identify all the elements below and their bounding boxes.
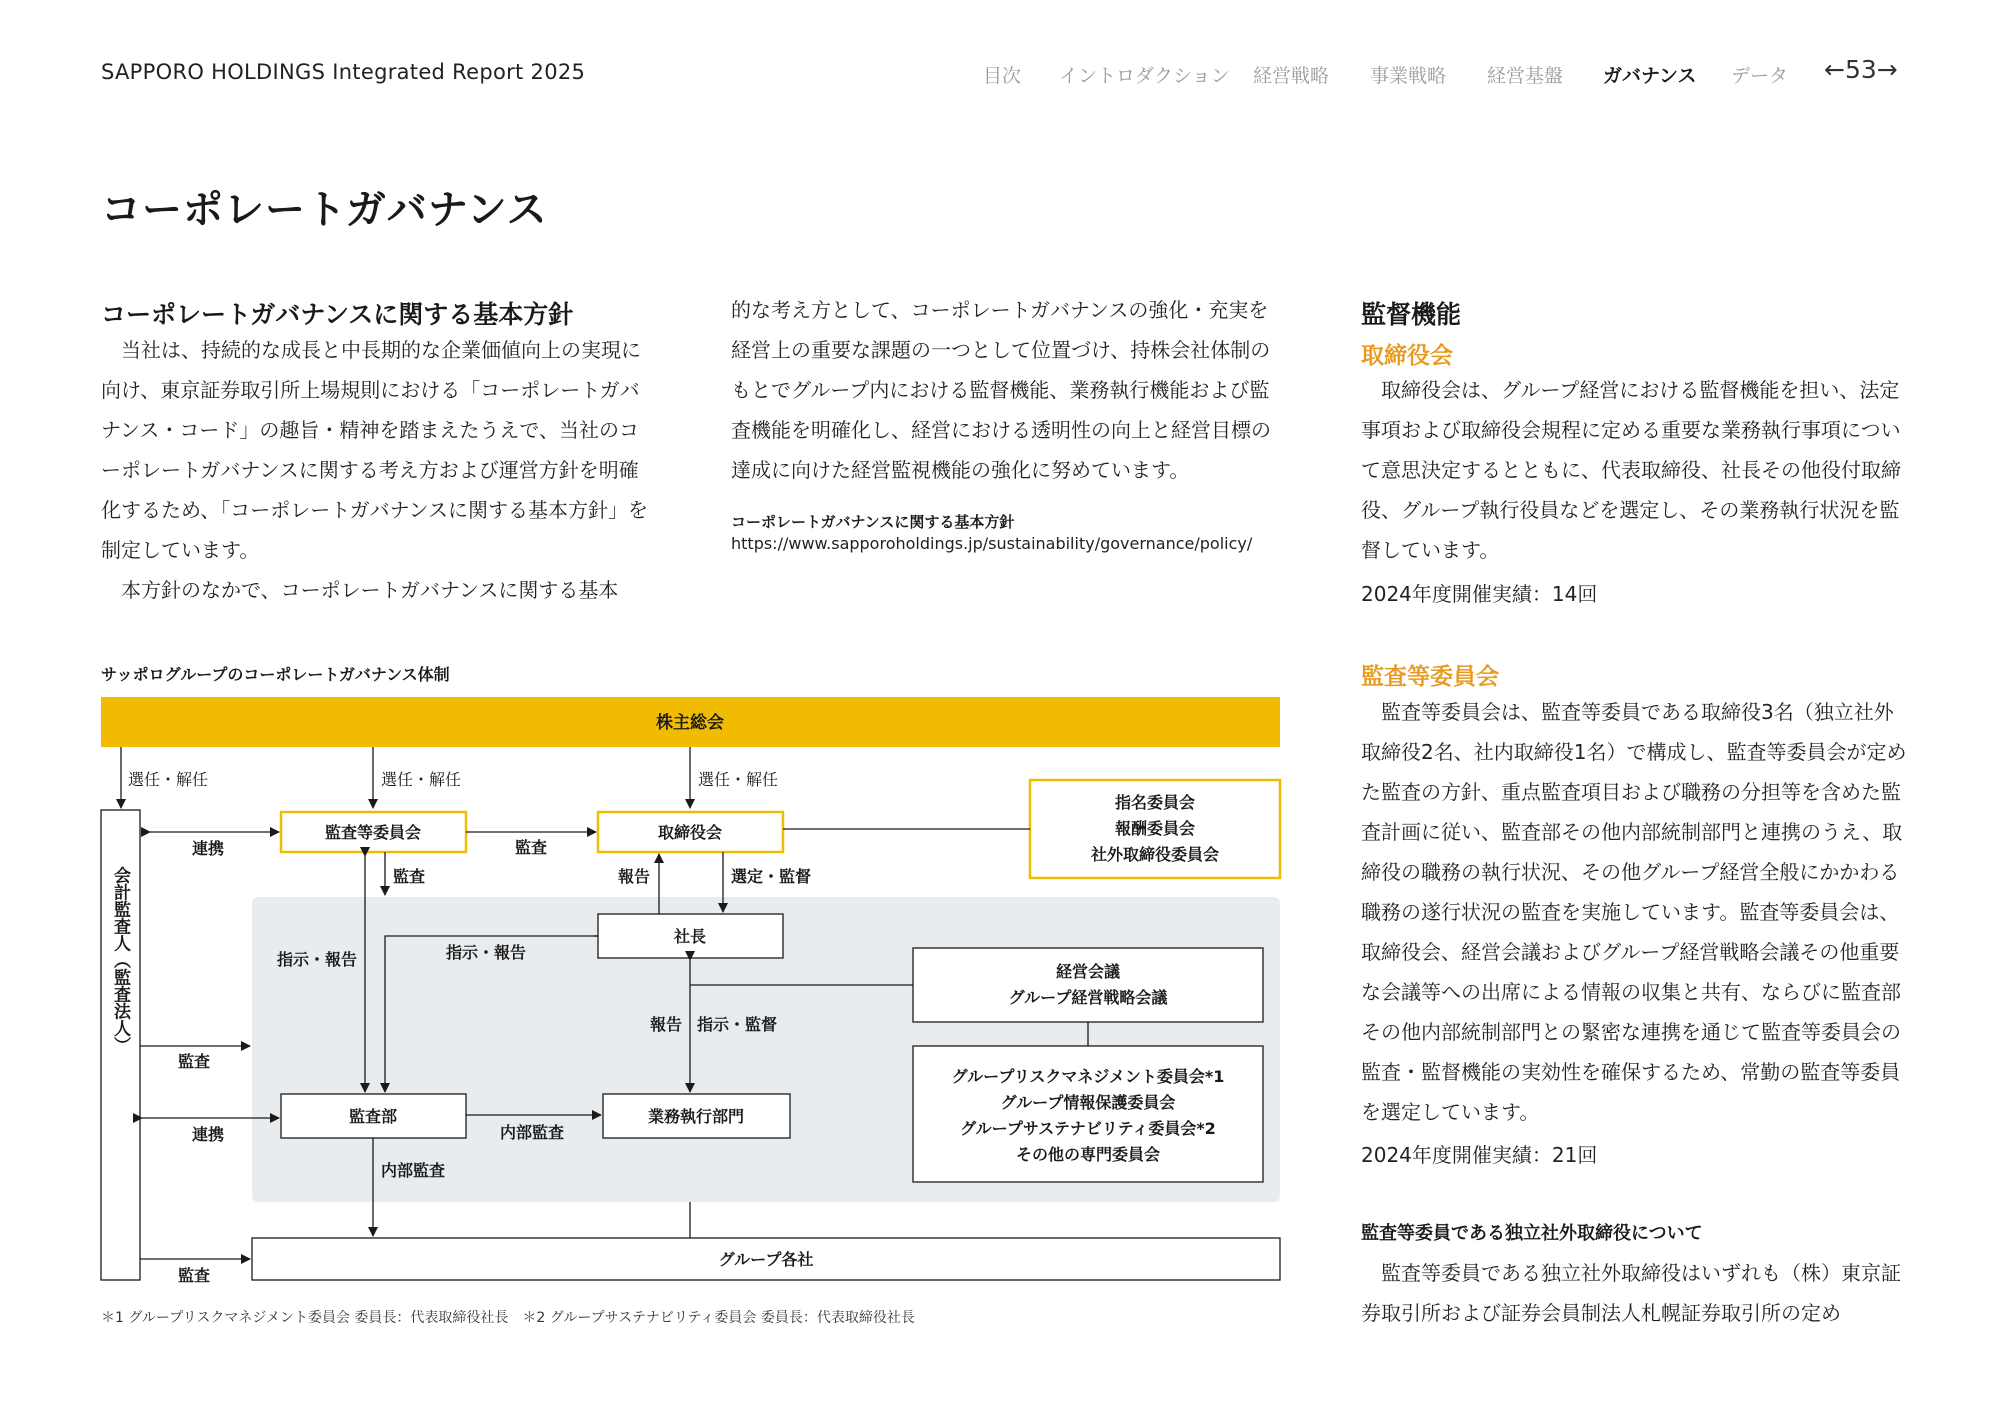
page-title: コーポレートガバナンス xyxy=(101,187,548,233)
audit-label-2: 監査 xyxy=(178,1052,211,1071)
board-record: 2024年度開催実績：14回 xyxy=(1361,582,1598,606)
accounting-auditor-label: 会計監査人（監査法人） xyxy=(110,866,130,1054)
instruct-report-label-2: 指示・報告 xyxy=(446,943,527,962)
audit-committee-label: 監査等委員会 xyxy=(324,823,422,842)
audit-down-label: 監査 xyxy=(393,867,426,886)
diagram-footnote: ＊1 グループリスクマネジメント委員会 委員長：代表取締役社長 ＊2 グループサステナビリティ委員会 委員長：代表取締役社長 xyxy=(101,1310,915,1326)
president-label: 社長 xyxy=(673,927,707,946)
internal-audit-label-1: 内部監査 xyxy=(500,1123,565,1142)
group-companies-label: グループ各社 xyxy=(718,1250,814,1269)
business-divisions-label: 業務執行部門 xyxy=(647,1107,745,1126)
other-committees-label: その他の専門委員会 xyxy=(1015,1145,1161,1164)
elect-label-3: 選任・解任 xyxy=(698,770,779,789)
audit-committee-heading: 監査等委員会 xyxy=(1361,664,1499,690)
shareholders-label: 株主総会 xyxy=(656,713,724,733)
internal-audit-label-2: 内部監査 xyxy=(381,1161,446,1180)
link-label-1: 連携 xyxy=(192,839,225,858)
elect-label-2: 選任・解任 xyxy=(381,770,462,789)
nav-foundation[interactable]: 経営基盤 xyxy=(1487,65,1564,87)
group-strategy-meeting-label: グループ経営戦略会議 xyxy=(1008,988,1168,1007)
nav-strategy[interactable]: 経営戦略 xyxy=(1253,65,1330,87)
prev-page-arrow-icon[interactable]: ← xyxy=(1824,55,1845,84)
independent-text: 監査等委員である独立社外取締役はいずれも（株）東京証券取引所および証券会員制法人札幌証券取引所の定め xyxy=(1361,1261,1901,1325)
committee-nomination: 指名委員会 xyxy=(1114,793,1196,812)
nav-governance[interactable]: ガバナンス xyxy=(1603,65,1697,87)
policy-link-title: コーポレートガバナンスに関する基本方針 xyxy=(731,513,1015,531)
nav-data[interactable]: データ xyxy=(1731,65,1789,87)
sustainability-committee-label: グループサステナビリティ委員会*2 xyxy=(960,1119,1216,1138)
audit-committee-record: 2024年度開催実績：21回 xyxy=(1361,1143,1598,1167)
next-page-arrow-icon[interactable]: → xyxy=(1876,55,1898,84)
policy-text-col1: 当社は、持続的な成長と中長期的な企業価値向上の実現に向け、東京証券取引所上場規則における「コーポレートガバナンス・コード」の趣旨・精神を踏まえたうえで、当社のコーポレートガバナンスに関する考え方および運営方針を明確化するため、「コーポレートガバナンスに関する基本方針」を制定しています。 本方針のなかで、コーポレートガバナンスに関する基本 xyxy=(101,338,648,602)
audit-committee-text: 監査等委員会は、監査等委員である取締役3名（独立社外取締役2名、社内取締役1名）で構成し、監査等委員会が定めた監査の方針、重点監査項目および職務の分担等を含めた監査計画に従い、監査部その他内部統制部門と連携のうえ、取締役の職務の執行状況、その他グループ経営全般にかかわる職務の遂行状況の監査を実施しています。監査等委員会は、取締役会、経営会議およびグループ経営戦略会議その他重要な会議等への出席による情報の収集と共有、ならびに監査部その他内部統制部門との緊密な連携を通じて監査等委員会の監査・監督機能の実効性を確保するため、常勤の監査等委員を選定しています。 xyxy=(1361,700,1907,1124)
nav-business-strategy[interactable]: 事業戦略 xyxy=(1370,65,1447,87)
committee-compensation: 報酬委員会 xyxy=(1114,819,1196,838)
management-meeting-box xyxy=(913,948,1263,1022)
management-meeting-label: 経営会議 xyxy=(1055,962,1121,981)
audit-label-3: 監査 xyxy=(178,1266,211,1285)
report-brand: SAPPORO HOLDINGS Integrated Report 2025 xyxy=(101,60,586,84)
elect-label-1: 選任・解任 xyxy=(128,770,209,789)
policy-link-url[interactable]: https://www.sapporoholdings.jp/sustainability/governance/policy/ xyxy=(731,534,1253,553)
supervision-heading: 監督機能 xyxy=(1361,300,1462,329)
audit-board-label: 監査 xyxy=(515,838,548,857)
select-supervise-label: 選定・監督 xyxy=(731,867,812,886)
board-heading: 取締役会 xyxy=(1361,343,1453,369)
committee-outside-directors: 社外取締役委員会 xyxy=(1090,845,1220,864)
policy-heading: コーポレートガバナンスに関する基本方針 xyxy=(101,300,574,329)
board-text: 取締役会は、グループ経営における監督機能を担い、法定事項および取締役会規程に定める重要な業務執行事項について意思決定するとともに、代表取締役、社長その他役付取締役、グループ執行役員などを選定し、その業務執行状況を監督しています。 xyxy=(1361,378,1901,562)
report-label-1: 報告 xyxy=(617,867,650,886)
report-label-2: 報告 xyxy=(649,1015,682,1034)
independent-heading: 監査等委員である独立社外取締役について xyxy=(1361,1223,1703,1244)
link-label-2: 連携 xyxy=(192,1125,225,1144)
instruct-supervise-label: 指示・監督 xyxy=(697,1015,778,1034)
policy-text-col2: 的な考え方として、コーポレートガバナンスの強化・充実を経営上の重要な課題の一つとして位置づけ、持株会社体制のもとでグループ内における監督機能、業務執行機能および監査機能を明確化し、経営における透明性の向上と経営目標の達成に向けた経営監視機能の強化に努めています。 xyxy=(731,298,1271,482)
diagram-caption: サッポログループのコーポレートガバナンス体制 xyxy=(101,665,450,684)
nav-contents[interactable]: 目次 xyxy=(983,65,1022,87)
board-label: 取締役会 xyxy=(657,823,723,842)
audit-dept-label: 監査部 xyxy=(348,1107,398,1126)
page-number: 53 xyxy=(1844,55,1877,84)
instruct-report-label-1: 指示・報告 xyxy=(276,950,357,969)
info-protection-committee-label: グループ情報保護委員会 xyxy=(1000,1093,1176,1112)
nav-introduction[interactable]: イントロダクション xyxy=(1059,65,1230,87)
risk-committee-label: グループリスクマネジメント委員会*1 xyxy=(951,1067,1225,1086)
